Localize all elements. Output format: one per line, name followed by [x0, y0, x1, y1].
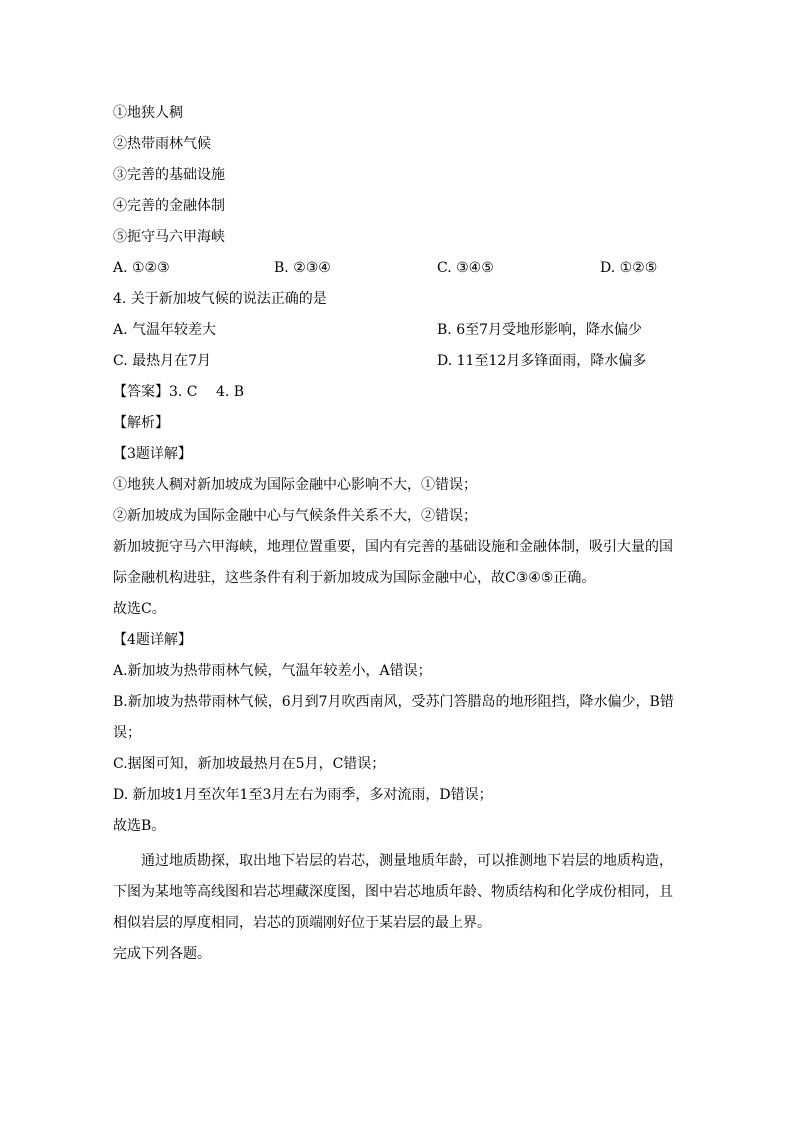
q3-detail-line: 新加坡扼守马六甲海峡，地理位置重要，国内有完善的基础设施和金融体制，吸引大量的国 — [113, 539, 673, 555]
q4-detail-line: C.据图可知，新加坡最热月在5月，C错误； — [113, 756, 386, 772]
q3-detail-title: 【3题详解】 — [113, 446, 192, 462]
q4-option-a: A. 气温年较差大 — [113, 322, 217, 338]
statement-3: ③完善的基础设施 — [113, 167, 225, 183]
q4-detail-title: 【4题详解】 — [113, 632, 192, 648]
q3-option-b: B. ②③④ — [274, 260, 331, 276]
statement-2: ②热带雨林气候 — [113, 136, 211, 152]
instruction-line: 完成下列各题。 — [113, 946, 211, 962]
statement-4: ④完善的金融体制 — [113, 198, 225, 214]
q3-detail-line: 际金融机构进驻，这些条件有利于新加坡成为国际金融中心，故C③④⑤正确。 — [113, 570, 596, 586]
q4-detail-line: 误； — [113, 725, 141, 741]
q4-detail-line: D. 新加坡1月至次年1至3月左右为雨季，多对流雨，D错误； — [113, 787, 493, 803]
q4-option-c: C. 最热月在7月 — [113, 353, 212, 369]
intro-paragraph-line: 通过地质勘探，取出地下岩层的岩芯，测量地质年龄，可以推测地下岩层的地质构造， — [141, 853, 673, 869]
statement-5: ⑤扼守马六甲海峡 — [113, 229, 225, 245]
q4-detail-line: B.新加坡为热带雨林气候，6月到7月吹西南风，受苏门答腊岛的地形阻挡，降水偏少，B错 — [113, 694, 674, 710]
q3-detail-line: 故选C。 — [113, 601, 166, 617]
analysis-title: 【解析】 — [113, 415, 169, 431]
statement-1: ①地狭人稠 — [113, 105, 183, 121]
q4-option-b: B. 6至7月受地形影响，降水偏少 — [437, 322, 643, 338]
q3-option-a: A. ①②③ — [113, 260, 170, 276]
q3-option-c: C. ③④⑤ — [437, 260, 494, 276]
q3-detail-line: ①地狭人稠对新加坡成为国际金融中心影响不大，①错误； — [113, 477, 477, 493]
intro-paragraph-line: 相似岩层的厚度相同，岩芯的顶端刚好位于某岩层的最上界。 — [113, 915, 491, 931]
q3-detail-line: ②新加坡成为国际金融中心与气候条件关系不大，②错误； — [113, 508, 477, 524]
q4-stem: 4. 关于新加坡气候的说法正确的是 — [113, 291, 327, 307]
intro-paragraph-line: 下图为某地等高线图和岩芯埋藏深度图，图中岩芯地质年龄、物质结构和化学成份相同，且 — [113, 884, 673, 900]
q4-detail-line: 故选B。 — [113, 818, 166, 834]
q4-detail-line: A.新加坡为热带雨林气候，气温年较差小，A错误； — [113, 663, 432, 679]
q3-option-d: D. ①②⑤ — [600, 260, 658, 276]
answer-line: 【答案】3. C 4. B — [113, 384, 245, 400]
q4-option-d: D. 11至12月多锋面雨，降水偏多 — [437, 353, 647, 369]
